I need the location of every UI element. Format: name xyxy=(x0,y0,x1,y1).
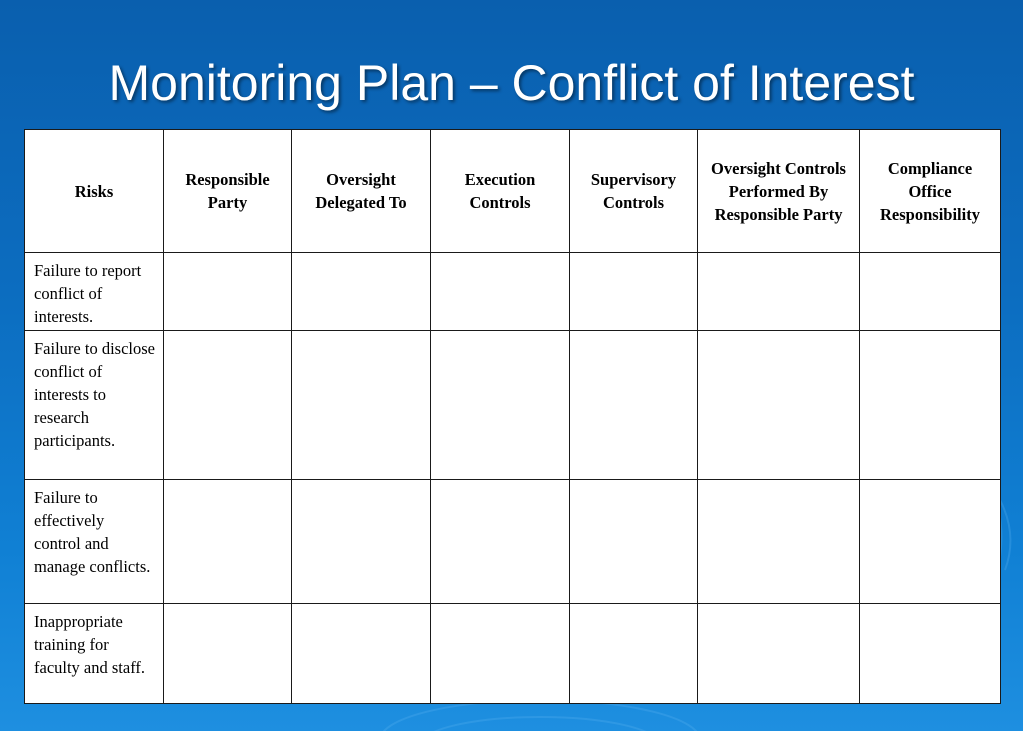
table-cell xyxy=(292,253,431,331)
table-cell xyxy=(431,479,570,603)
table-cell xyxy=(570,253,698,331)
table-cell xyxy=(698,479,860,603)
table-cell xyxy=(570,479,698,603)
header-execution-controls: Execution Controls xyxy=(431,130,570,253)
table-cell xyxy=(860,479,1001,603)
table-row xyxy=(25,253,1001,331)
table-cell xyxy=(164,253,292,331)
table-cell xyxy=(570,331,698,479)
table-cell xyxy=(431,603,570,703)
monitoring-plan-table xyxy=(24,129,1001,704)
table-row xyxy=(25,603,1001,703)
table-header-row xyxy=(25,130,1001,253)
monitoring-plan-table-container xyxy=(24,129,1000,704)
header-oversight-controls-performed-by-responsible-party: Oversight Controls Performed By Responsible Party xyxy=(698,130,860,253)
table-row xyxy=(25,479,1001,603)
table-cell xyxy=(860,603,1001,703)
table-cell xyxy=(698,331,860,479)
table-row xyxy=(25,331,1001,479)
table-cell xyxy=(860,253,1001,331)
table-cell xyxy=(164,603,292,703)
table-cell xyxy=(292,331,431,479)
risk-cell: Failure to disclose conflict of interests to research participants. xyxy=(25,331,164,479)
header-supervisory-controls: Supervisory Controls xyxy=(570,130,698,253)
header-risks: Risks xyxy=(25,130,164,253)
risk-cell: Failure to effectively control and manage conflicts. xyxy=(25,479,164,603)
table-cell xyxy=(164,331,292,479)
table-cell xyxy=(164,479,292,603)
header-oversight-delegated-to: Oversight Delegated To xyxy=(292,130,431,253)
table-cell xyxy=(431,331,570,479)
table-cell xyxy=(570,603,698,703)
table-cell xyxy=(698,253,860,331)
table-cell xyxy=(292,479,431,603)
table-cell xyxy=(698,603,860,703)
slide-title: Monitoring Plan – Conflict of Interest xyxy=(108,55,915,111)
table-cell xyxy=(860,331,1001,479)
risk-cell: Inappropriate training for faculty and staff. xyxy=(25,603,164,703)
header-responsible-party: Responsible Party xyxy=(164,130,292,253)
risk-cell: Failure to report conflict of interests. xyxy=(25,253,164,331)
table-cell xyxy=(292,603,431,703)
table-cell xyxy=(431,253,570,331)
header-compliance-office-responsibility: Compliance Office Responsibility xyxy=(860,130,1001,253)
